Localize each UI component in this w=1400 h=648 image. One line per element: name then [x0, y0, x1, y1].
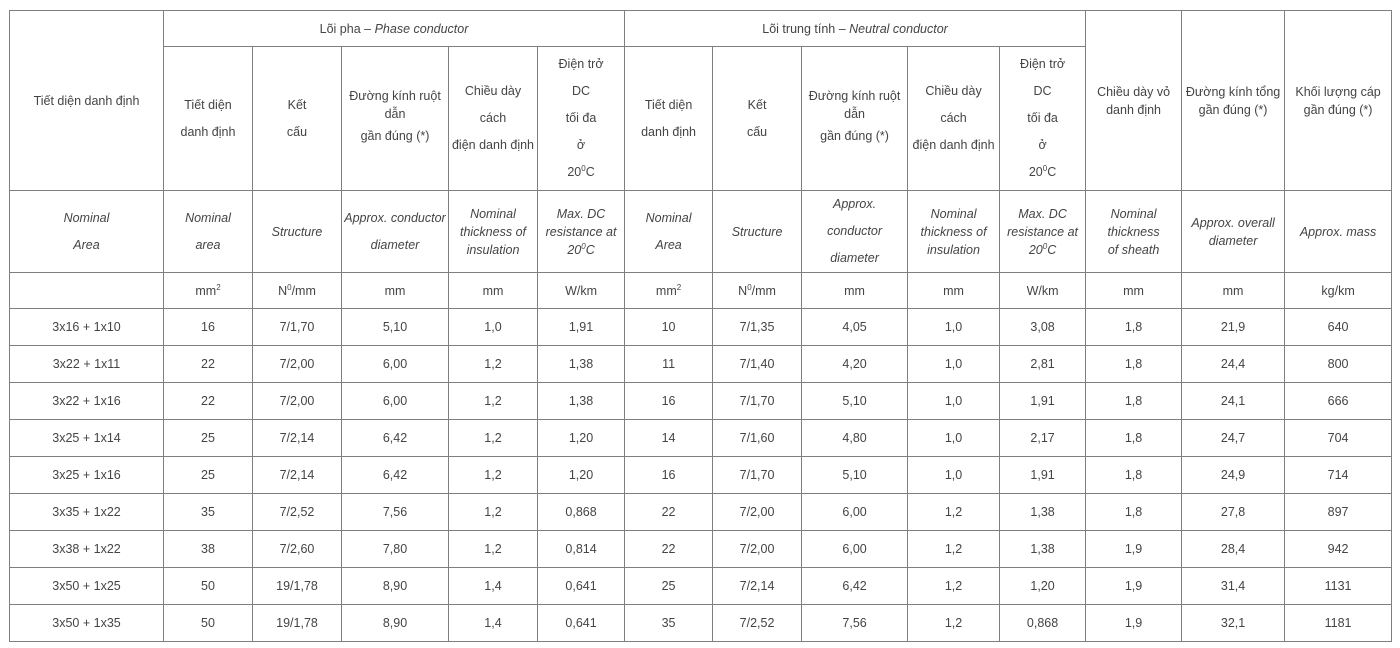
- table-cell: 10: [625, 309, 713, 346]
- table-cell: 0,868: [538, 494, 625, 531]
- en-line: of sheath: [1107, 242, 1160, 257]
- sub-area-vi: [164, 47, 253, 191]
- en-line: diameter: [370, 237, 420, 252]
- unit-structure: [713, 273, 802, 309]
- en-line: resistance at: [1007, 224, 1078, 239]
- sub-line: Điện trở: [1020, 57, 1066, 71]
- table-cell: 19/1,78: [253, 605, 342, 642]
- table-cell: 8,90: [342, 568, 449, 605]
- en-line: Area: [73, 237, 100, 252]
- table-cell: 1,0: [908, 420, 1000, 457]
- sub-line: danh định: [180, 124, 236, 139]
- sheath-vi-line: danh định: [1106, 102, 1162, 117]
- unit-sup: 0: [287, 282, 292, 292]
- table-cell: 0,814: [538, 531, 625, 568]
- phase-prefix: Lõi pha –: [319, 21, 375, 36]
- temp: 20: [567, 165, 582, 179]
- table-cell: 6,42: [342, 457, 449, 494]
- table-cell: 7,56: [802, 605, 908, 642]
- unit-base: N: [278, 283, 288, 298]
- table-cell: 4,20: [802, 346, 908, 383]
- table-cell: 640: [1285, 309, 1392, 346]
- unit-base: mm: [655, 283, 677, 298]
- temp-unit: C: [585, 165, 595, 179]
- sub-line: Đường kính ruột: [808, 89, 901, 103]
- table-cell: 24,1: [1182, 383, 1285, 420]
- table-cell: 3x22 + 1x16: [10, 383, 164, 420]
- table-cell: 7/2,00: [713, 494, 802, 531]
- table-cell: 1,8: [1086, 383, 1182, 420]
- table-cell: 0,641: [538, 568, 625, 605]
- table-cell: 28,4: [1182, 531, 1285, 568]
- unit-sup: 2: [676, 282, 682, 292]
- en-subheader-row: [10, 191, 1392, 273]
- sub-line: cấu: [286, 124, 308, 139]
- table-cell: 7/2,14: [253, 420, 342, 457]
- table-cell: 3x50 + 1x25: [10, 568, 164, 605]
- en-nominal-area: [625, 191, 713, 273]
- table-cell: 1131: [1285, 568, 1392, 605]
- en-line: Nominal: [63, 210, 110, 225]
- en-line: diameter: [1208, 233, 1258, 248]
- table-cell: 1,91: [1000, 457, 1086, 494]
- unit-mm: mm: [908, 273, 1000, 309]
- table-row: [10, 346, 1392, 383]
- cable-spec-table: [9, 10, 1392, 642]
- unit-sup: 2: [216, 282, 221, 292]
- table-cell: 1,2: [908, 568, 1000, 605]
- sub-line: dẫn: [844, 107, 865, 121]
- table-cell: 1,9: [1086, 568, 1182, 605]
- table-cell: 5,10: [342, 309, 449, 346]
- table-cell: 22: [164, 346, 253, 383]
- table-cell: 4,05: [802, 309, 908, 346]
- unit-tail: /mm: [751, 283, 776, 298]
- table-cell: 7/2,52: [713, 605, 802, 642]
- en-line: Nominal: [930, 206, 977, 221]
- header-phase-conductor: [164, 11, 625, 47]
- en-line: Nominal: [470, 206, 516, 221]
- table-cell: 16: [625, 457, 713, 494]
- en-res: [1000, 191, 1086, 273]
- table-cell: 24,4: [1182, 346, 1285, 383]
- sub-line: tối đa: [1027, 111, 1058, 125]
- table-cell: 1,0: [908, 383, 1000, 420]
- table-row: [10, 605, 1392, 642]
- sub-line: ở: [1038, 138, 1047, 152]
- table-cell: 3x35 + 1x22: [10, 494, 164, 531]
- en-structure: Structure: [713, 191, 802, 273]
- sub-line: [1002, 159, 1083, 186]
- en-line: Approx. conductor: [344, 210, 446, 225]
- table-cell: 38: [164, 531, 253, 568]
- sub-line: tối đa: [565, 111, 597, 125]
- en-line: area: [195, 237, 221, 252]
- table-row: [10, 383, 1392, 420]
- sub-line: cách: [940, 111, 967, 125]
- table-cell: 1,20: [538, 457, 625, 494]
- en-line: Area: [655, 237, 682, 252]
- table-cell: 666: [1285, 383, 1392, 420]
- mass-vi-line: Khối lượng cáp: [1295, 84, 1381, 99]
- en-overall: [1182, 191, 1285, 273]
- table-cell: 4,80: [802, 420, 908, 457]
- table-cell: 1,8: [1086, 420, 1182, 457]
- en-structure: Structure: [253, 191, 342, 273]
- unit-tail: /mm: [291, 283, 316, 298]
- spec-table-wrapper: [9, 10, 1392, 642]
- sheath-vi-line: Chiều dày vỏ: [1097, 84, 1171, 99]
- sub-diam-vi: [342, 47, 449, 191]
- table-cell: 7/1,70: [713, 383, 802, 420]
- table-cell: 1,20: [538, 420, 625, 457]
- units-row: [10, 273, 1392, 309]
- table-cell: 16: [625, 383, 713, 420]
- table-cell: 3x16 + 1x10: [10, 309, 164, 346]
- temp: 20: [1028, 165, 1043, 179]
- table-cell: 6,00: [802, 494, 908, 531]
- sub-res-vi: [538, 47, 625, 191]
- table-cell: 3x38 + 1x22: [10, 531, 164, 568]
- table-cell: 1,4: [449, 605, 538, 642]
- temp-sup: 0: [1042, 163, 1048, 173]
- mass-vi-line: gần đúng (*): [1303, 102, 1373, 117]
- table-cell: 50: [164, 605, 253, 642]
- en-mass: Approx. mass: [1285, 191, 1392, 273]
- sub-line: DC: [1033, 84, 1052, 98]
- table-cell: 3,08: [1000, 309, 1086, 346]
- sub-line: điện danh định: [451, 138, 535, 152]
- table-cell: 1,9: [1086, 605, 1182, 642]
- table-cell: 24,7: [1182, 420, 1285, 457]
- unit-base: N: [738, 283, 748, 298]
- table-cell: 2,81: [1000, 346, 1086, 383]
- table-cell: 22: [625, 494, 713, 531]
- table-cell: 6,00: [802, 531, 908, 568]
- group-header-row: [10, 11, 1392, 47]
- table-cell: 22: [625, 531, 713, 568]
- neutral-en: Neutral conductor: [849, 21, 948, 36]
- en-line: thickness: [1107, 224, 1160, 239]
- table-row: [10, 420, 1392, 457]
- sub-ins-vi: [908, 47, 1000, 191]
- sub-line: Kết: [287, 97, 307, 112]
- table-cell: 7/2,14: [253, 457, 342, 494]
- table-cell: 27,8: [1182, 494, 1285, 531]
- temp-unit: C: [1047, 242, 1057, 257]
- sub-line: [540, 159, 622, 186]
- en-line: resistance at: [545, 224, 617, 239]
- table-cell: 3x22 + 1x11: [10, 346, 164, 383]
- sub-line: Đường kính ruột: [349, 89, 441, 103]
- table-cell: 1,2: [908, 494, 1000, 531]
- table-cell: 0,868: [1000, 605, 1086, 642]
- en-res: [538, 191, 625, 273]
- table-cell: 800: [1285, 346, 1392, 383]
- unit-mm: mm: [1086, 273, 1182, 309]
- header-mass-vi: [1285, 11, 1392, 191]
- table-cell: 7/2,52: [253, 494, 342, 531]
- sub-line: cấu: [746, 124, 768, 139]
- table-cell: 1,8: [1086, 494, 1182, 531]
- unit-empty: [10, 273, 164, 309]
- table-cell: 1,8: [1086, 309, 1182, 346]
- en-line: diameter: [830, 251, 879, 265]
- table-cell: 3x25 + 1x14: [10, 420, 164, 457]
- table-cell: 2,17: [1000, 420, 1086, 457]
- table-cell: 0,641: [538, 605, 625, 642]
- table-cell: 6,42: [802, 568, 908, 605]
- en-line: Max. DC: [1018, 206, 1067, 221]
- table-cell: 31,4: [1182, 568, 1285, 605]
- temp-sup: 0: [581, 241, 586, 251]
- table-cell: 1,38: [538, 383, 625, 420]
- table-cell: 1,9: [1086, 531, 1182, 568]
- table-cell: 5,10: [802, 457, 908, 494]
- en-line: Nominal: [1110, 206, 1157, 221]
- table-cell: 35: [164, 494, 253, 531]
- table-cell: 1,38: [538, 346, 625, 383]
- data-body: [10, 309, 1392, 642]
- table-cell: 1,0: [908, 346, 1000, 383]
- table-cell: 6,42: [342, 420, 449, 457]
- table-cell: 35: [625, 605, 713, 642]
- table-cell: 704: [1285, 420, 1392, 457]
- temp: 20: [567, 242, 582, 257]
- table-cell: 1,2: [908, 605, 1000, 642]
- table-cell: 1,2: [908, 531, 1000, 568]
- table-cell: 1,38: [1000, 531, 1086, 568]
- en-line: Approx. overall: [1191, 215, 1275, 230]
- sub-line: Chiều dày: [464, 84, 522, 98]
- table-row: [10, 309, 1392, 346]
- table-cell: 14: [625, 420, 713, 457]
- unit-mm: mm: [1182, 273, 1285, 309]
- sub-line: Điện trở: [558, 57, 604, 71]
- en-line: insulation: [927, 242, 980, 257]
- table-cell: 25: [164, 420, 253, 457]
- table-cell: 11: [625, 346, 713, 383]
- en-line: Nominal: [645, 210, 692, 225]
- en-line: Max. DC: [556, 206, 606, 221]
- en-line: thickness of: [459, 224, 526, 239]
- table-cell: 21,9: [1182, 309, 1285, 346]
- table-cell: 1,4: [449, 568, 538, 605]
- sub-line: cách: [479, 111, 507, 125]
- table-cell: 7/1,70: [713, 457, 802, 494]
- table-cell: 25: [625, 568, 713, 605]
- unit-res: W/km: [538, 273, 625, 309]
- en-line: Nominal: [185, 210, 231, 225]
- table-cell: 16: [164, 309, 253, 346]
- en-line: thickness of: [920, 224, 987, 239]
- neutral-prefix: Lõi trung tính –: [762, 21, 850, 36]
- table-cell: 7,80: [342, 531, 449, 568]
- en-sheath: [1086, 191, 1182, 273]
- sub-line: ở: [576, 138, 586, 152]
- en-line: [540, 241, 622, 259]
- table-row: [10, 531, 1392, 568]
- unit-mass: kg/km: [1285, 273, 1392, 309]
- unit-mm: mm: [449, 273, 538, 309]
- table-cell: 1,38: [1000, 494, 1086, 531]
- table-cell: 1,0: [908, 309, 1000, 346]
- table-cell: 1,8: [1086, 346, 1182, 383]
- temp-unit: C: [1047, 165, 1057, 179]
- sub-res-vi: [1000, 47, 1086, 191]
- header-overall-vi: [1182, 11, 1285, 191]
- table-cell: 1,2: [449, 457, 538, 494]
- table-cell: 1,2: [449, 531, 538, 568]
- en-diam: [342, 191, 449, 273]
- sub-struct-vi: [253, 47, 342, 191]
- sub-line: DC: [572, 84, 591, 98]
- table-cell: 897: [1285, 494, 1392, 531]
- unit-sup: 0: [747, 282, 752, 292]
- table-cell: 7/2,60: [253, 531, 342, 568]
- overall-vi-line: gần đúng (*): [1198, 102, 1268, 117]
- unit-structure: [253, 273, 342, 309]
- unit-area: [625, 273, 713, 309]
- table-cell: 32,1: [1182, 605, 1285, 642]
- temp-sup: 0: [1042, 241, 1048, 251]
- unit-base: mm: [195, 283, 217, 298]
- table-cell: 1,2: [449, 420, 538, 457]
- table-cell: 1,91: [538, 309, 625, 346]
- table-cell: 1,0: [449, 309, 538, 346]
- table-cell: 7,56: [342, 494, 449, 531]
- en-line: [1002, 241, 1083, 259]
- table-cell: 1,20: [1000, 568, 1086, 605]
- sub-line: Tiết diện: [644, 97, 693, 112]
- table-cell: 8,90: [342, 605, 449, 642]
- table-cell: 25: [164, 457, 253, 494]
- table-cell: 3x50 + 1x35: [10, 605, 164, 642]
- sub-line: gần đúng (*): [360, 129, 430, 143]
- en-ins: [908, 191, 1000, 273]
- table-cell: 7/2,14: [713, 568, 802, 605]
- table-cell: 7/1,70: [253, 309, 342, 346]
- table-row: [10, 568, 1392, 605]
- sub-area-vi: [625, 47, 713, 191]
- table-cell: 24,9: [1182, 457, 1285, 494]
- table-cell: 1,2: [449, 494, 538, 531]
- sub-line: Kết: [747, 97, 767, 112]
- table-row: [10, 494, 1392, 531]
- sub-line: Chiều dày: [925, 84, 982, 98]
- phase-en: Phase conductor: [374, 21, 469, 36]
- table-cell: 1,8: [1086, 457, 1182, 494]
- sub-line: gần đúng (*): [820, 129, 889, 143]
- sub-ins-vi: [449, 47, 538, 191]
- table-row: [10, 457, 1392, 494]
- unit-area: [164, 273, 253, 309]
- header-sheath-vi: [1086, 11, 1182, 191]
- table-cell: 22: [164, 383, 253, 420]
- table-cell: 7/1,35: [713, 309, 802, 346]
- table-cell: 7/1,60: [713, 420, 802, 457]
- table-cell: 942: [1285, 531, 1392, 568]
- unit-res: W/km: [1000, 273, 1086, 309]
- table-cell: 50: [164, 568, 253, 605]
- table-cell: 6,00: [342, 383, 449, 420]
- table-cell: 1,2: [449, 346, 538, 383]
- en-line: insulation: [466, 242, 520, 257]
- table-cell: 5,10: [802, 383, 908, 420]
- unit-mm: mm: [802, 273, 908, 309]
- en-line: Approx. conductor: [827, 197, 883, 238]
- table-cell: 1181: [1285, 605, 1392, 642]
- en-p-area: [164, 191, 253, 273]
- table-cell: 7/2,00: [253, 346, 342, 383]
- en-ins: [449, 191, 538, 273]
- sub-line: điện danh định: [912, 138, 995, 152]
- temp-sup: 0: [581, 163, 586, 173]
- sub-diam-vi: [802, 47, 908, 191]
- header-nominal-area-vi: Tiết diện danh định: [10, 11, 164, 191]
- table-cell: 3x25 + 1x16: [10, 457, 164, 494]
- header-neutral-conductor: [625, 11, 1086, 47]
- table-cell: 7/1,40: [713, 346, 802, 383]
- temp-unit: C: [585, 242, 595, 257]
- table-cell: 7/2,00: [713, 531, 802, 568]
- sub-struct-vi: [713, 47, 802, 191]
- table-cell: 714: [1285, 457, 1392, 494]
- unit-mm: mm: [342, 273, 449, 309]
- table-cell: 1,91: [1000, 383, 1086, 420]
- en-diam: [802, 191, 908, 273]
- temp: 20: [1028, 242, 1043, 257]
- table-cell: 1,2: [449, 383, 538, 420]
- table-cell: 19/1,78: [253, 568, 342, 605]
- table-cell: 7/2,00: [253, 383, 342, 420]
- sub-line: dẫn: [384, 107, 406, 121]
- en-nominal-area: [10, 191, 164, 273]
- overall-vi-line: Đường kính tổng: [1185, 84, 1281, 99]
- sub-line: Tiết diện: [184, 97, 232, 112]
- table-cell: 6,00: [342, 346, 449, 383]
- table-cell: 1,0: [908, 457, 1000, 494]
- sub-line: danh định: [641, 124, 697, 139]
